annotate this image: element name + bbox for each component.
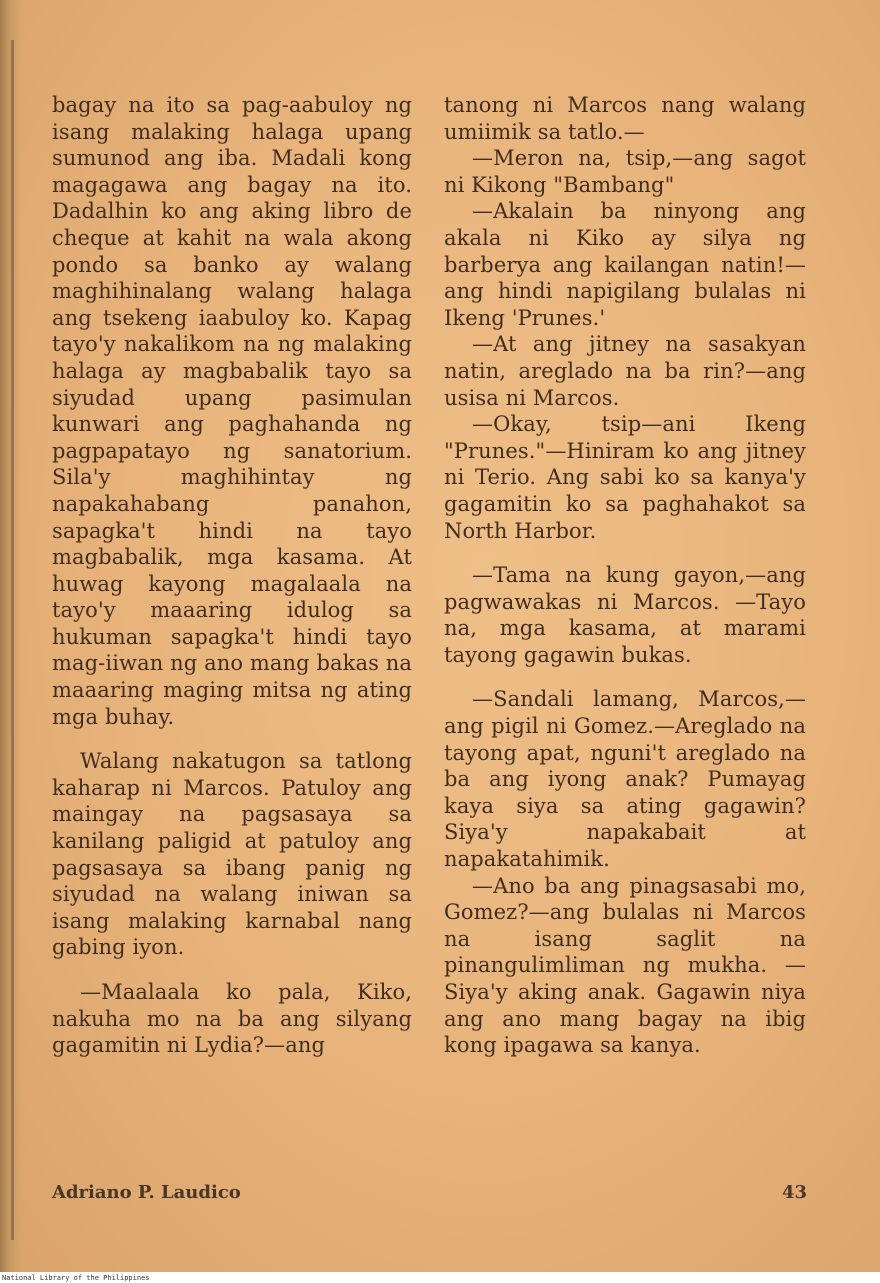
left-text-column xyxy=(52,92,412,1059)
paragraph: —Okay, tsip—ani Ikeng "Prunes."—Hiniram ko ang jitney ni Terio. Ang sabi ko sa kanya'y gagamitin ko sa paghahakot sa North Harbor. xyxy=(444,412,806,543)
paragraph: Walang nakatugon sa tatlong kaharap ni Marcos. Patuloy ang maingay na pagsasaya sa kanilang paligid at patuloy ang pagsasaya sa ibang panig ng siyudad na walang iniwan sa isang malaking karnabal nang gabing iyon. xyxy=(52,749,412,960)
footer-author: Adriano P. Laudico xyxy=(52,1182,241,1203)
paragraph: —Meron na, tsip,—ang sagot ni Kikong "Bambang" xyxy=(444,146,806,197)
paragraph: —At ang jitney na sasakyan natin, areglado na ba rin?—ang usisa ni Marcos. xyxy=(444,332,806,410)
paragraph: bagay na ito sa pag-aabuloy ng isang malaking halaga upang sumunod ang iba. Madali kong magagawa ang bagay na ito. Dadalhin ko ang aking libro de cheque at kahit na wala akong pondo sa banko ay walang maghihinalang walang halaga ang tsekeng iaabuloy ko. Kapag tayo'y nakalikom na ng malaking halaga ay magbabalik tayo sa siyudad upang pasimulan kunwari ang paghahanda ng pagpapatayo ng sanatorium. Sila'y maghihintay ng napakahabang panahon, sapagka't hindi na tayo magbabalik, mga kasama. At huwag kayong magalaala na tayo'y maaaring idulog sa hukuman sapagka't hindi tayo mag-iiwan ng ano mang bakas na maaaring maging mitsa ng ating mga buhay. xyxy=(52,93,412,729)
right-text-column xyxy=(444,92,806,1059)
paragraph: —Ano ba ang pinagsasabi mo, Gomez?—ang bulalas ni Marcos na isang saglit na pinangulimliman ng mukha. —Siya'y aking anak. Gagawin niya ang ano mang bagay na ibig kong ipagawa sa kanya. xyxy=(444,873,806,1058)
paragraph: —Akalain ba ninyong ang akala ni Kiko ay silya ng barberya ang kailangan natin!—ang hindi napigilang bulalas ni Ikeng 'Prunes.' xyxy=(444,199,806,330)
paragraph: —Sandali lamang, Marcos,—ang pigil ni Gomez.—Areglado na tayong apat, nguni't areglado na ba ang iyong anak? Pumayag kaya siya sa ating gagawin? Siya'y napakabait at napakatahimik. xyxy=(444,687,806,872)
paragraph: —Tama na kung gayon,—ang pagwawakas ni Marcos. —Tayo na, mga kasama, at marami tayong gagawin bukas. xyxy=(444,563,806,667)
library-credit: National Library of the Philippines xyxy=(2,1274,150,1282)
binding-line xyxy=(11,40,14,1240)
paragraph: —Maalaala ko pala, Kiko, nakuha mo na ba ang silyang gagamitin ni Lydia?—ang xyxy=(52,980,412,1058)
page-number: 43 xyxy=(782,1182,808,1203)
paragraph: tanong ni Marcos nang walang umiimik sa tatlo.— xyxy=(444,93,806,144)
